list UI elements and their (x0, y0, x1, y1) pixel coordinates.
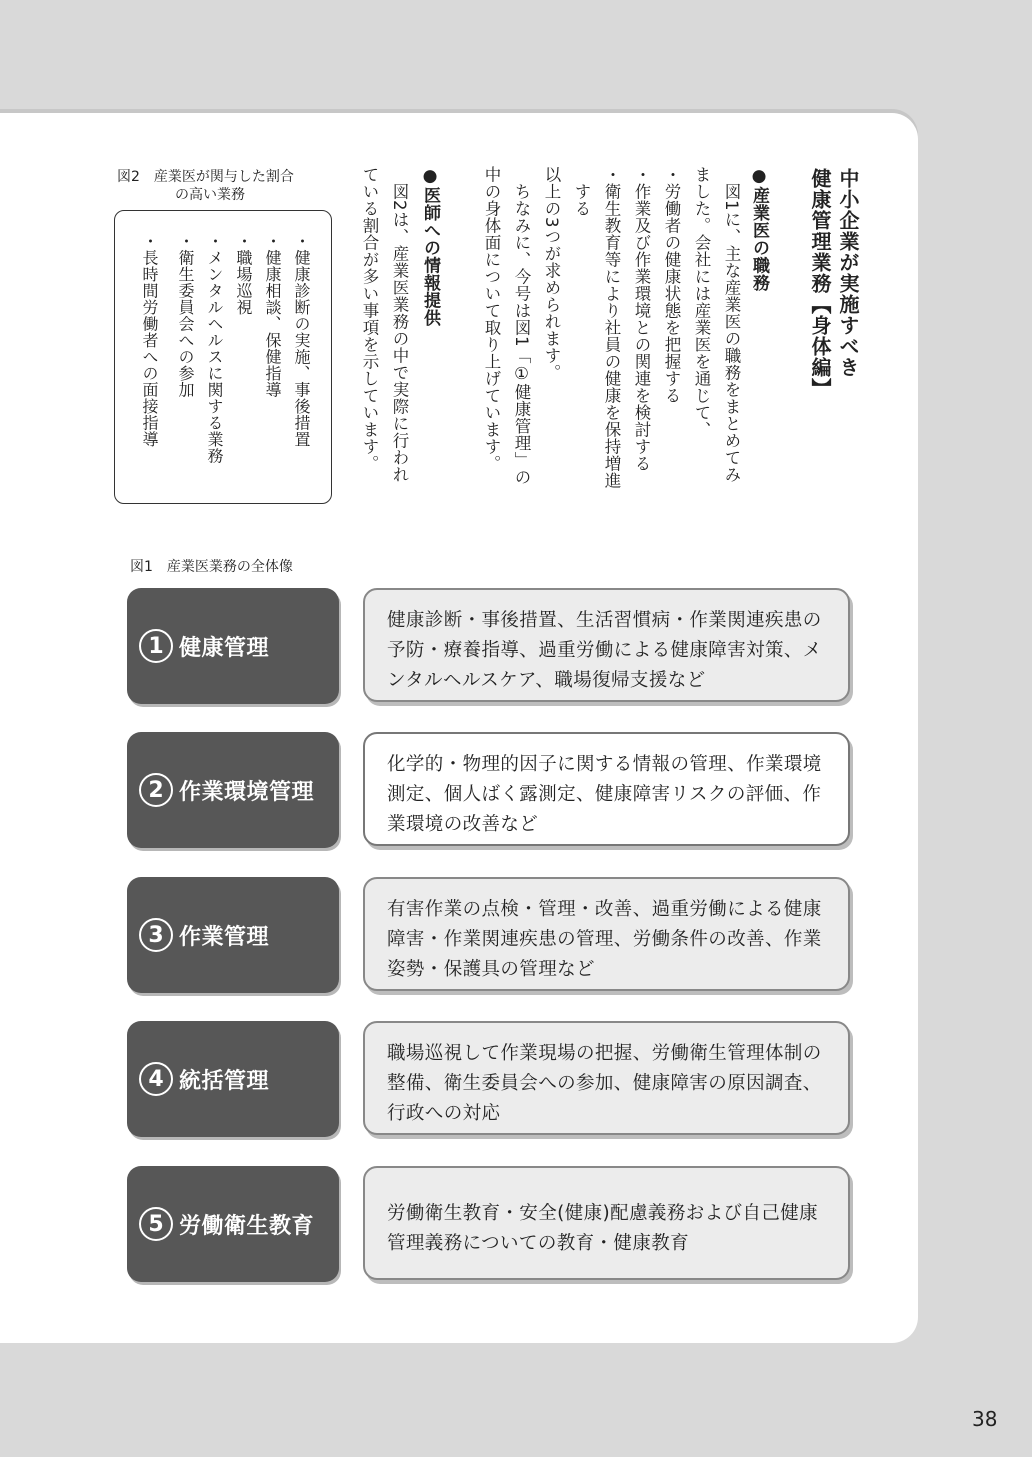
figure2-item: ・メンタルヘルスに関する業務 (205, 233, 224, 464)
page-number: 38 (972, 1407, 998, 1431)
category-label-box (127, 588, 339, 704)
category-label-box (127, 1166, 339, 1282)
category-description: 職場巡視して作業現場の把握、労働衛生管理体制の整備、衛生委員会への参加、健康障害の原因調査、行政への対応 (363, 1021, 850, 1135)
section-heading-joho-teikyo: ●医師への情報提供 (420, 166, 440, 327)
figure1-row-work (127, 877, 853, 995)
figure2-caption-line2: の高い業務 (175, 187, 245, 203)
figure1-row-environment (127, 732, 853, 850)
category-label-box (127, 877, 339, 993)
figure2-item: ・長時間労働者への面接指導 (140, 233, 159, 448)
body-text-line: ている割合が多い事項を示しています。 (360, 166, 379, 472)
figure2-item: ・健康相談、保健指導 (263, 233, 282, 398)
body-text-line: 図1に、主な産業医の職務をまとめてみ (722, 166, 741, 483)
category-description: 有害作業の点検・管理・改善、過重労働による健康障害・作業関連疾患の管理、労働条件の改善、作業姿勢・保護具の管理など (363, 877, 850, 991)
category-label: 作業管理 (179, 924, 270, 950)
article-title-line1: 中小企業が実施すべき (836, 168, 860, 378)
circled-number: 2 (139, 773, 173, 807)
figure1-row-education (127, 1166, 853, 1284)
body-text-line: ました。会社には産業医を通じて、 (692, 166, 711, 438)
category-label: 統括管理 (179, 1068, 270, 1094)
body-text-line: 以上の3つが求められます。 (542, 166, 561, 381)
category-label: 労働衛生教育 (179, 1213, 315, 1239)
circled-number: 5 (139, 1207, 173, 1241)
figure2-caption (117, 168, 337, 204)
top-band (0, 0, 1032, 112)
body-text-line: 中の身体面について取り上げています。 (482, 166, 501, 472)
body-text-line: 図2は、産業医業務の中で実際に行われ (390, 166, 409, 483)
figure1-row-overall (127, 1021, 853, 1139)
category-label: 健康管理 (179, 635, 270, 661)
figure2-caption-line1: 図2 産業医が関与した割合 (117, 169, 294, 185)
section-heading-sangyoui: ●産業医の職務 (749, 166, 769, 292)
body-text-line: ・作業及び作業環境との関連を検討する (632, 166, 651, 472)
category-label-box (127, 1021, 339, 1137)
figure2-item: ・衛生委員会への参加 (176, 233, 195, 398)
figure2-box (114, 210, 332, 504)
category-label: 作業環境管理 (179, 779, 315, 805)
body-text-line: ・労働者の健康状態を把握する (662, 166, 681, 404)
circled-number: 1 (139, 629, 173, 663)
circled-number: 4 (139, 1062, 173, 1096)
body-text-line: ちなみに、今号は図1「①健康管理」の (512, 166, 531, 486)
category-description: 健康診断・事後措置、生活習慣病・作業関連疾患の予防・療養指導、過重労働による健康障害対策、メンタルヘルスケア、職場復帰支援など (363, 588, 850, 702)
figure1-row-health (127, 588, 853, 706)
category-description: 労働衛生教育・安全(健康)配慮義務および自己健康管理義務についての教育・健康教育 (363, 1166, 850, 1280)
figure1-caption: 図1 産業医業務の全体像 (130, 559, 293, 575)
body-text-line: ・衛生教育等により社員の健康を保持増進 (602, 166, 621, 489)
category-description: 化学的・物理的因子に関する情報の管理、作業環境測定、個人ばく露測定、健康障害リスクの評価、作業環境の改善など (363, 732, 850, 846)
figure2-item: ・職場巡視 (234, 233, 253, 316)
body-text-line: する (572, 166, 591, 217)
category-label-box (127, 732, 339, 848)
article-title-line2: 健康管理業務【身体編】 (808, 168, 832, 399)
circled-number: 3 (139, 918, 173, 952)
figure2-item: ・健康診断の実施、事後措置 (292, 233, 311, 448)
